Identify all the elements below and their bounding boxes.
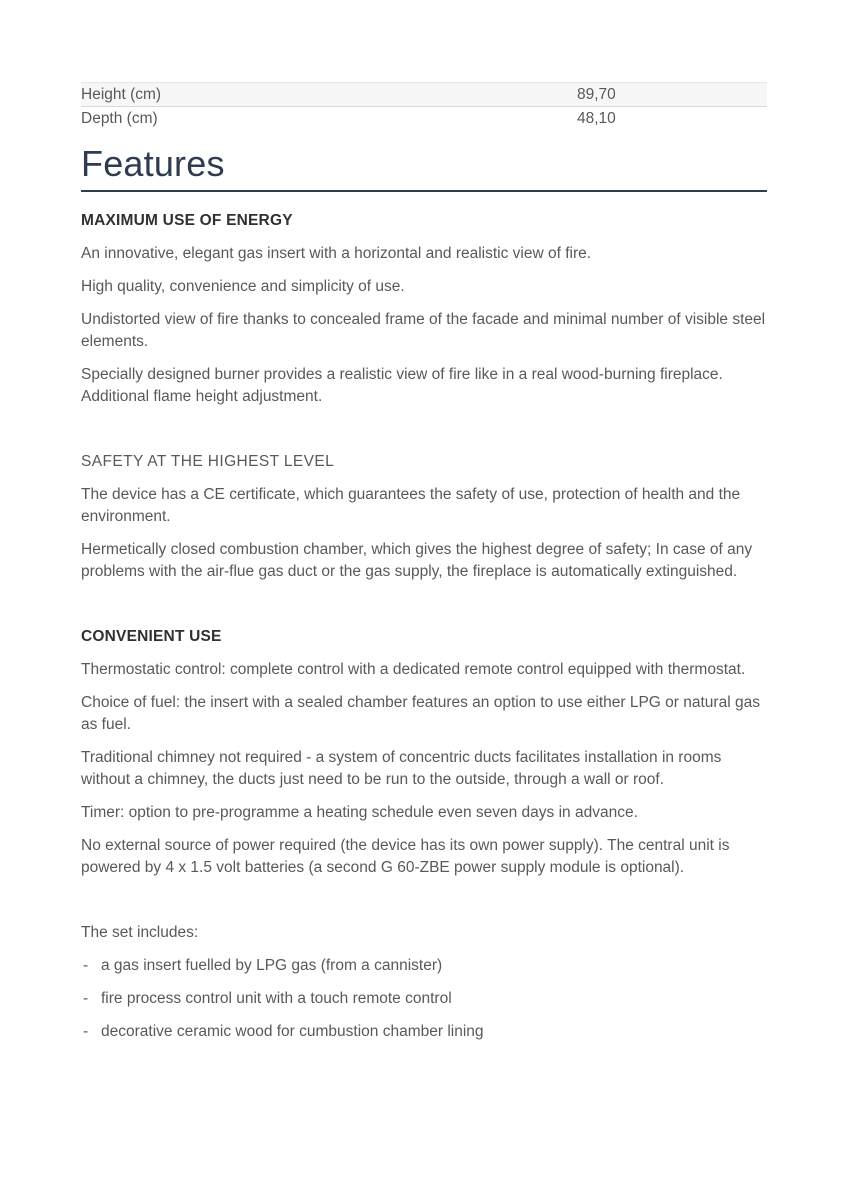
spec-label: Height (cm) bbox=[81, 86, 162, 103]
set-includes-intro: The set includes: bbox=[81, 924, 199, 941]
paragraph: Hermetically closed combustion chamber, which gives the highest degree of safety; In case of any problems with the air-flue gas duct or the gas supply, the fireplace is automatically extinguished. bbox=[81, 541, 753, 580]
list-item bbox=[81, 955, 767, 977]
spec-value: 89,70 bbox=[577, 86, 616, 103]
paragraph: Timer: option to pre-programme a heating schedule even seven days in advance. bbox=[81, 804, 638, 821]
paragraph: High quality, convenience and simplicity of use. bbox=[81, 278, 405, 295]
spec-value: 48,10 bbox=[577, 110, 616, 127]
dash-bullet: - bbox=[83, 1023, 89, 1040]
list-item-text: fire process control unit with a touch remote control bbox=[101, 990, 452, 1007]
spec-table bbox=[81, 82, 767, 130]
paragraph: An innovative, elegant gas insert with a horizontal and realistic view of fire. bbox=[81, 245, 592, 262]
list-item bbox=[81, 988, 767, 1010]
page-title: Features bbox=[81, 143, 225, 184]
section-heading: SAFETY AT THE HIGHEST LEVEL bbox=[81, 453, 335, 470]
section-maximum-use-of-energy bbox=[81, 210, 767, 408]
section-set-includes bbox=[81, 922, 767, 1043]
spec-label: Depth (cm) bbox=[81, 110, 158, 127]
dash-bullet: - bbox=[83, 990, 89, 1007]
spec-row-depth bbox=[81, 107, 767, 130]
paragraph: Undistorted view of fire thanks to concealed frame of the facade and minimal number of visible steel elements. bbox=[81, 311, 766, 350]
list-item bbox=[81, 1021, 767, 1043]
set-includes-list bbox=[81, 955, 767, 1043]
title-divider bbox=[81, 190, 767, 192]
paragraph: The device has a CE certificate, which guarantees the safety of use, protection of health and the environment. bbox=[81, 486, 741, 525]
list-item-text: decorative ceramic wood for cumbustion chamber lining bbox=[101, 1023, 484, 1040]
section-convenient-use bbox=[81, 626, 767, 879]
paragraph: No external source of power required (the device has its own power supply). The central unit is powered by 4 x 1.5 volt batteries (a second G 60-ZBE power supply module is optional). bbox=[81, 837, 730, 876]
paragraph: Choice of fuel: the insert with a sealed chamber features an option to use either LPG or natural gas as fuel. bbox=[81, 694, 760, 733]
paragraph: Traditional chimney not required - a system of concentric ducts facilitates installation in rooms without a chimney, the ducts just need to be run to the outside, through a wall or roof. bbox=[81, 749, 722, 788]
spec-row-height bbox=[81, 82, 767, 107]
section-heading: CONVENIENT USE bbox=[81, 628, 222, 645]
section-safety-at-the-highest-level bbox=[81, 451, 767, 583]
dash-bullet: - bbox=[83, 957, 89, 974]
paragraph: Thermostatic control: complete control with a dedicated remote control equipped with thermostat. bbox=[81, 661, 746, 678]
section-heading: MAXIMUM USE OF ENERGY bbox=[81, 212, 293, 229]
paragraph: Specially designed burner provides a realistic view of fire like in a real wood-burning fireplace. Additional flame height adjustment. bbox=[81, 366, 723, 405]
list-item-text: a gas insert fuelled by LPG gas (from a cannister) bbox=[101, 957, 443, 974]
